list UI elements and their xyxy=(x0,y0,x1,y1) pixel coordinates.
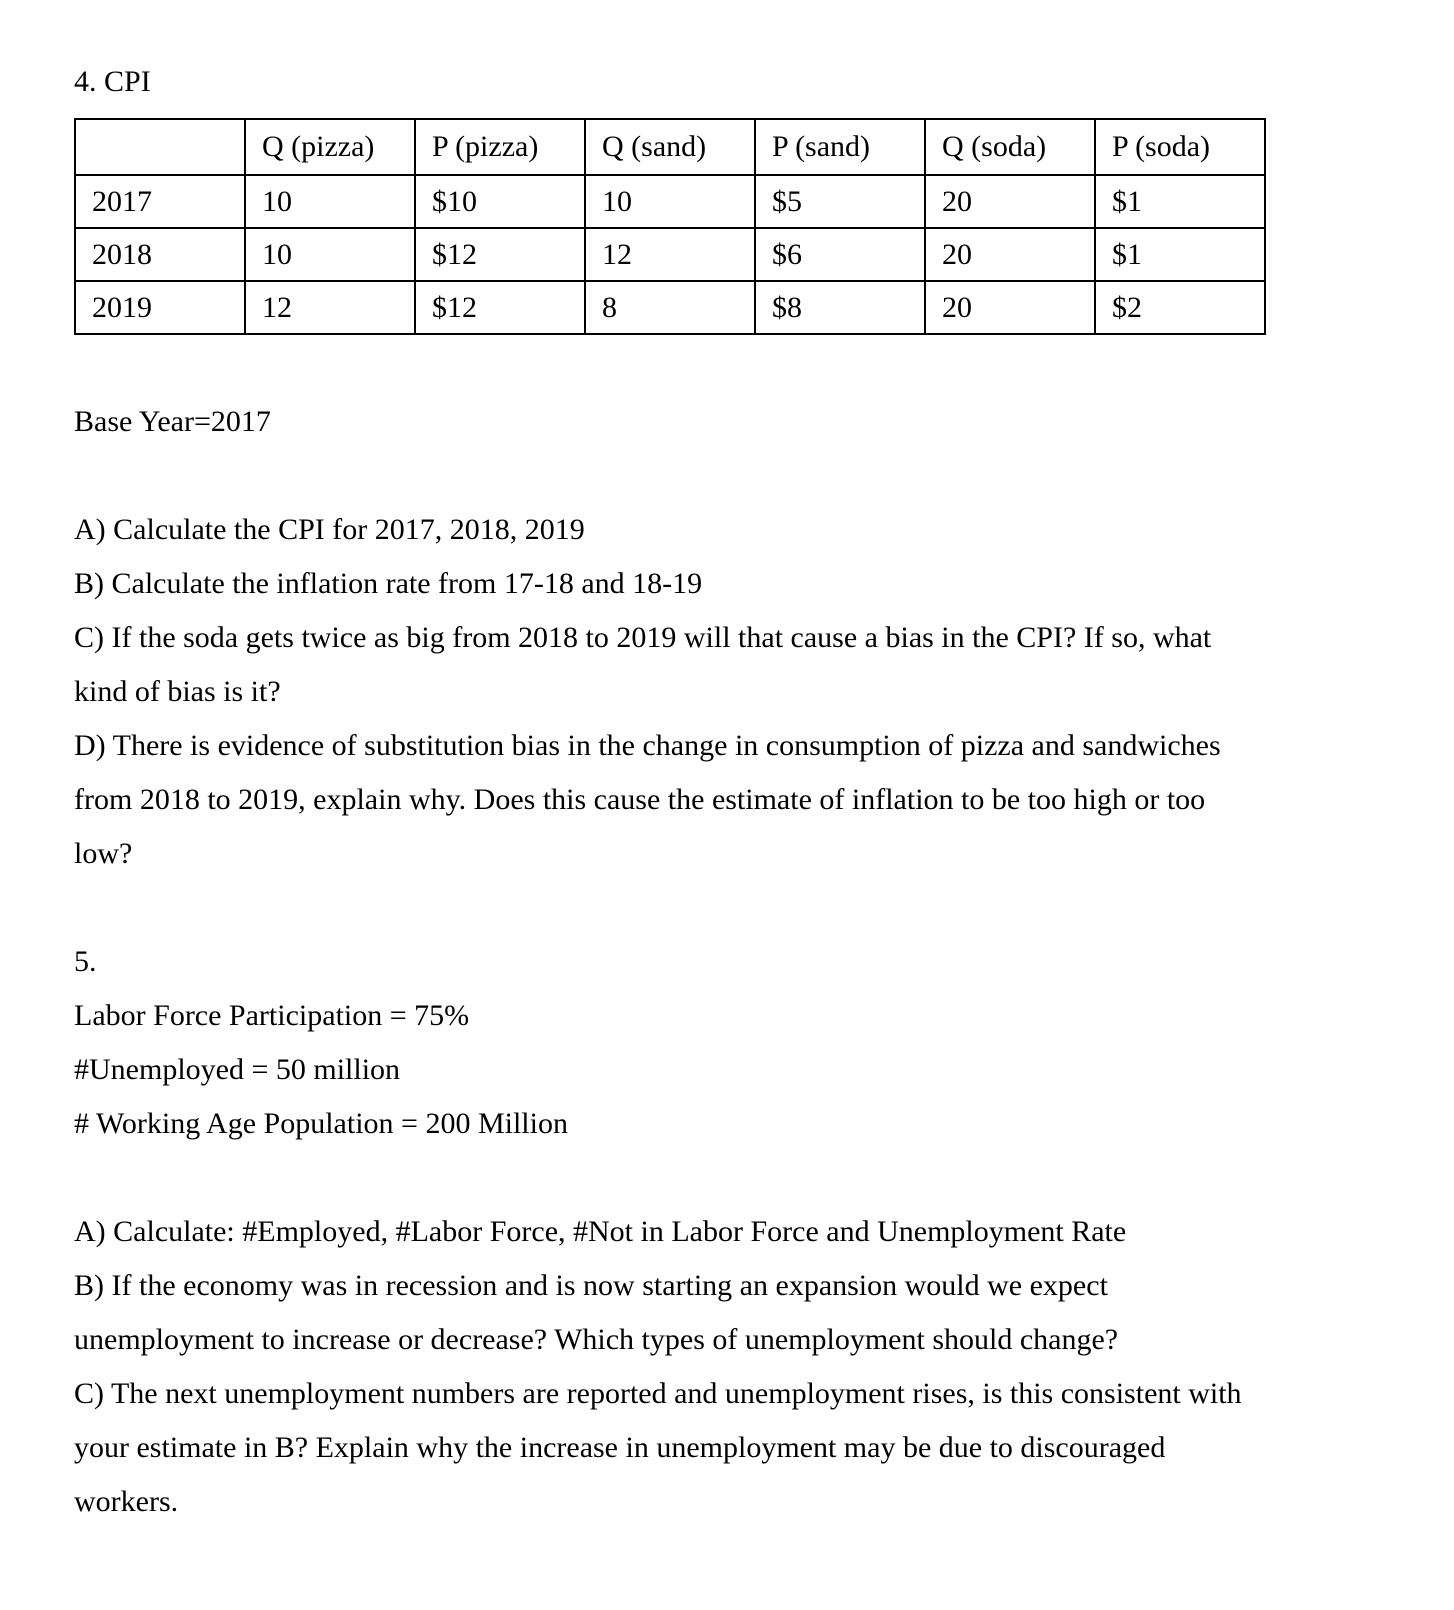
table-cell: $2 xyxy=(1095,281,1265,334)
table-cell: $12 xyxy=(415,228,585,281)
q4-question-line: A) Calculate the CPI for 2017, 2018, 2019 xyxy=(74,513,585,546)
q5-question-line: A) Calculate: #Employed, #Labor Force, #Not in Labor Force and Unemployment Rate xyxy=(74,1215,1127,1248)
q5-question-line: unemployment to increase or decrease? Which types of unemployment should change? xyxy=(74,1323,1119,1356)
q4-question-line: low? xyxy=(74,837,133,870)
table-header-cell: Q (soda) xyxy=(925,119,1095,175)
q5-question-line: C) The next unemployment numbers are reported and unemployment rises, is this consistent with xyxy=(74,1377,1242,1410)
q5-fact-line: # Working Age Population = 200 Million xyxy=(74,1107,568,1140)
q4-question-line: kind of bias is it? xyxy=(74,675,281,708)
table-header-cell: Q (pizza) xyxy=(245,119,415,175)
table-cell: $5 xyxy=(755,175,925,228)
table-cell: 2017 xyxy=(75,175,245,228)
table-row xyxy=(75,175,1265,228)
table-header-cell: P (pizza) xyxy=(415,119,585,175)
table-cell: 2019 xyxy=(75,281,245,334)
table-header-row xyxy=(75,119,1265,175)
table-cell: $6 xyxy=(755,228,925,281)
table-header-cell: P (soda) xyxy=(1095,119,1265,175)
q5-question-line: your estimate in B? Explain why the increase in unemployment may be due to discouraged xyxy=(74,1431,1166,1464)
table-cell: 12 xyxy=(245,281,415,334)
table-cell: $12 xyxy=(415,281,585,334)
q4-question-line: B) Calculate the inflation rate from 17-18 and 18-19 xyxy=(74,567,703,600)
table-cell: 20 xyxy=(925,175,1095,228)
table-cell: 10 xyxy=(585,175,755,228)
table-cell: $1 xyxy=(1095,175,1265,228)
q4-question-line: C) If the soda gets twice as big from 2018 to 2019 will that cause a bias in the CPI? If so, what xyxy=(74,621,1212,654)
table-cell: 20 xyxy=(925,228,1095,281)
table-cell: 8 xyxy=(585,281,755,334)
table-header-cell xyxy=(75,119,245,175)
table-header-cell: Q (sand) xyxy=(585,119,755,175)
table-cell: 10 xyxy=(245,175,415,228)
table-cell: 2018 xyxy=(75,228,245,281)
table-cell: $10 xyxy=(415,175,585,228)
table-cell: 12 xyxy=(585,228,755,281)
table-cell: $1 xyxy=(1095,228,1265,281)
cpi-table xyxy=(74,118,1266,335)
q5-question-line: B) If the economy was in recession and is now starting an expansion would we expect xyxy=(74,1269,1108,1302)
q5-question-line: workers. xyxy=(74,1485,179,1518)
base-year-note: Base Year=2017 xyxy=(74,405,271,438)
table-row xyxy=(75,228,1265,281)
q4-question-line: from 2018 to 2019, explain why. Does this cause the estimate of inflation to be too high or too xyxy=(74,783,1206,816)
table-cell: $8 xyxy=(755,281,925,334)
table-cell: 10 xyxy=(245,228,415,281)
table-row xyxy=(75,281,1265,334)
q4-question-line: D) There is evidence of substitution bias in the change in consumption of pizza and sandwiches xyxy=(74,729,1221,762)
table-header-cell: P (sand) xyxy=(755,119,925,175)
table-cell: 20 xyxy=(925,281,1095,334)
question-5-heading: 5. xyxy=(74,945,97,978)
q5-fact-line: #Unemployed = 50 million xyxy=(74,1053,401,1086)
q5-fact-line: Labor Force Participation = 75% xyxy=(74,999,470,1032)
question-4-heading: 4. CPI xyxy=(74,65,151,98)
